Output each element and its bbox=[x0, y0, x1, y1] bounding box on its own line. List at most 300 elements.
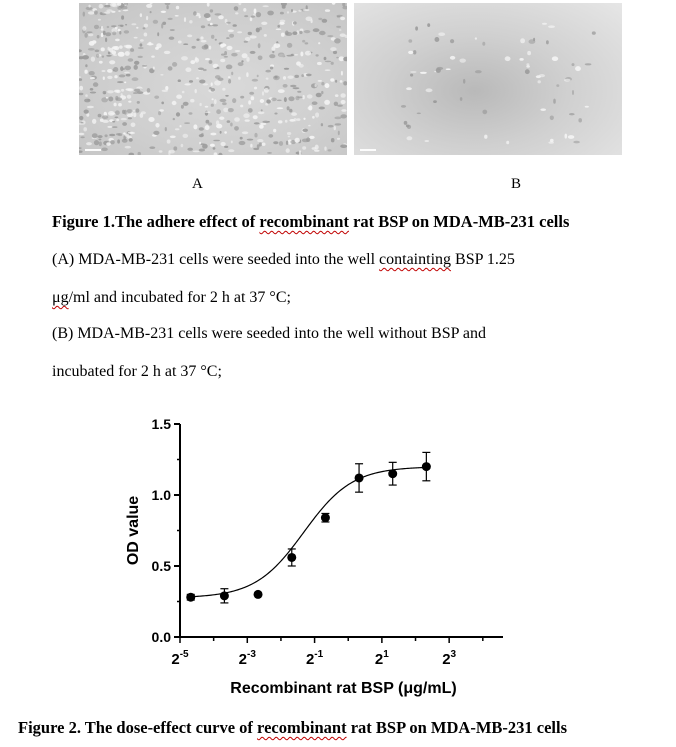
cell-speck bbox=[110, 140, 115, 144]
cell-speck bbox=[325, 83, 330, 88]
cell-speck bbox=[450, 56, 455, 60]
cell-speck bbox=[138, 152, 141, 155]
cell-speck bbox=[99, 141, 102, 146]
y-tick-label: 0.0 bbox=[151, 629, 171, 645]
cell-speck bbox=[84, 33, 87, 38]
cell-speck bbox=[187, 35, 192, 38]
cell-speck bbox=[245, 119, 250, 121]
cell-speck bbox=[252, 79, 258, 82]
figure1-caption bbox=[52, 212, 569, 232]
cell-speck bbox=[254, 122, 260, 124]
cell-speck bbox=[220, 99, 227, 102]
cell-speck bbox=[192, 46, 196, 49]
cell-speck bbox=[98, 114, 102, 118]
chart-axes bbox=[152, 416, 503, 668]
cell-speck bbox=[333, 51, 337, 54]
cell-speck bbox=[281, 3, 287, 6]
cell-speck bbox=[176, 6, 179, 10]
cell-speck bbox=[286, 55, 293, 57]
cell-speck bbox=[146, 16, 148, 20]
cell-speck bbox=[520, 38, 525, 43]
cell-speck bbox=[193, 11, 197, 16]
cell-speck bbox=[505, 56, 511, 61]
cell-speck bbox=[303, 9, 310, 11]
cell-speck bbox=[119, 45, 123, 48]
cell-speck bbox=[568, 135, 574, 139]
cell-speck bbox=[98, 139, 101, 141]
cell-speck bbox=[553, 99, 556, 104]
cell-speck bbox=[196, 39, 199, 41]
cell-speck bbox=[218, 153, 222, 155]
cell-speck bbox=[172, 62, 177, 67]
cell-speck bbox=[293, 54, 298, 56]
cell-speck bbox=[123, 9, 129, 11]
cell-speck bbox=[195, 57, 198, 61]
cell-speck bbox=[121, 118, 127, 120]
cell-speck bbox=[94, 140, 99, 145]
cell-speck bbox=[128, 58, 134, 62]
cell-speck bbox=[120, 66, 123, 71]
cell-speck bbox=[95, 50, 100, 53]
fit-curve-layer bbox=[190, 467, 426, 596]
cell-speck bbox=[114, 103, 117, 107]
x-tick-label: $2^3$ bbox=[442, 649, 457, 668]
cell-speck bbox=[279, 141, 283, 146]
cell-speck bbox=[250, 35, 257, 38]
cell-speck bbox=[187, 148, 193, 151]
cell-speck bbox=[426, 88, 433, 92]
cell-speck bbox=[156, 43, 161, 48]
desc-b-line2: incubated for 2 h at 37 °C; bbox=[52, 363, 222, 380]
cell-speck bbox=[118, 103, 122, 106]
cell-speck bbox=[319, 107, 325, 110]
cell-speck bbox=[88, 48, 95, 51]
cell-speck bbox=[572, 63, 575, 66]
cell-speck bbox=[166, 5, 168, 9]
cell-speck bbox=[565, 134, 568, 139]
cell-speck bbox=[161, 11, 166, 13]
cell-speck bbox=[184, 17, 186, 22]
cell-speck bbox=[406, 125, 410, 128]
cell-speck bbox=[167, 139, 171, 143]
cell-speck bbox=[86, 142, 92, 145]
cell-speck bbox=[254, 87, 257, 90]
figure1-caption-suffix: rat BSP on MDA-MB-231 cells bbox=[348, 212, 570, 231]
cell-speck bbox=[213, 147, 216, 150]
cell-speck bbox=[126, 74, 131, 77]
cell-speck bbox=[160, 74, 163, 76]
cell-speck bbox=[162, 22, 166, 25]
cell-speck bbox=[183, 102, 189, 106]
cell-speck bbox=[119, 74, 126, 77]
cell-speck bbox=[103, 76, 105, 80]
cell-speck bbox=[141, 111, 146, 114]
cell-speck bbox=[337, 105, 343, 107]
cell-speck bbox=[159, 150, 163, 152]
cell-speck bbox=[199, 80, 205, 84]
cell-speck bbox=[325, 9, 330, 12]
desc-b-line1: (B) MDA-MB-231 cells were seeded into the well without BSP and bbox=[52, 325, 487, 342]
cell-speck bbox=[212, 98, 214, 100]
cell-speck bbox=[261, 22, 267, 25]
cell-speck bbox=[198, 68, 204, 71]
cell-speck bbox=[228, 149, 234, 152]
cell-speck bbox=[288, 136, 290, 138]
cell-speck bbox=[425, 140, 430, 142]
cell-speck bbox=[107, 69, 113, 73]
cell-speck bbox=[168, 66, 173, 70]
data-point bbox=[254, 590, 263, 599]
cell-speck bbox=[114, 90, 119, 93]
cell-speck bbox=[460, 59, 466, 63]
cell-speck bbox=[404, 121, 408, 125]
cell-speck bbox=[262, 5, 268, 7]
cell-speck bbox=[269, 54, 275, 58]
cell-speck bbox=[155, 123, 159, 128]
figure2-caption-wavy: recombinant bbox=[257, 718, 347, 737]
cell-speck bbox=[305, 42, 309, 44]
cell-speck bbox=[199, 142, 201, 145]
cell-speck bbox=[325, 69, 331, 71]
data-point bbox=[355, 473, 364, 482]
cell-speck bbox=[105, 134, 108, 137]
cell-speck bbox=[210, 9, 213, 12]
cell-speck bbox=[231, 72, 233, 76]
cell-speck bbox=[131, 123, 136, 128]
cell-speck bbox=[134, 61, 139, 65]
x-axis-label: Recombinant rat BSP (μg/mL) bbox=[230, 680, 457, 697]
cell-speck bbox=[106, 142, 111, 146]
y-tick-label: 1.5 bbox=[151, 416, 171, 432]
cell-speck bbox=[189, 20, 192, 23]
cell-speck bbox=[573, 141, 579, 144]
figure2-caption-prefix: Figure 2. The dose-effect curve of bbox=[18, 718, 258, 737]
cell-speck bbox=[125, 24, 127, 26]
cell-speck bbox=[287, 76, 293, 79]
cell-speck bbox=[243, 113, 249, 118]
cell-speck bbox=[181, 144, 184, 148]
cell-speck bbox=[88, 5, 90, 8]
cell-speck bbox=[257, 139, 263, 142]
data-points-layer bbox=[186, 452, 431, 603]
cell-speck bbox=[286, 148, 290, 153]
cell-speck bbox=[550, 116, 554, 121]
cell-speck bbox=[83, 12, 85, 17]
cell-speck bbox=[223, 108, 228, 113]
cell-speck bbox=[138, 56, 143, 58]
cell-speck bbox=[318, 18, 322, 20]
cell-speck bbox=[121, 89, 124, 92]
cell-speck bbox=[227, 46, 233, 50]
cell-speck bbox=[250, 17, 253, 21]
cell-speck bbox=[303, 118, 305, 120]
cell-speck bbox=[167, 18, 172, 20]
cell-speck bbox=[248, 100, 251, 104]
cell-speck bbox=[291, 112, 297, 116]
cell-speck bbox=[121, 15, 124, 19]
cell-speck bbox=[190, 99, 194, 103]
cell-speck bbox=[274, 76, 277, 79]
cell-speck bbox=[104, 5, 110, 8]
cell-speck bbox=[335, 123, 342, 125]
cell-speck bbox=[129, 153, 135, 155]
cell-speck bbox=[109, 60, 115, 64]
cell-speck bbox=[91, 57, 95, 62]
cell-speck bbox=[283, 84, 288, 88]
cell-speck bbox=[572, 90, 574, 95]
cell-speck bbox=[330, 47, 336, 51]
cell-speck bbox=[118, 52, 125, 57]
cell-speck bbox=[107, 26, 110, 28]
desc-a-line2-post: /ml and incubated for 2 h at 37 °C; bbox=[68, 289, 291, 306]
cell-speck bbox=[406, 87, 412, 90]
cell-speck bbox=[475, 70, 482, 73]
cell-speck bbox=[128, 101, 131, 103]
cell-speck bbox=[556, 84, 559, 87]
cell-speck bbox=[343, 81, 347, 85]
cell-speck bbox=[215, 39, 217, 41]
cell-speck bbox=[306, 74, 312, 77]
cell-speck bbox=[529, 39, 536, 44]
cell-speck bbox=[250, 51, 256, 54]
cell-speck bbox=[407, 136, 413, 140]
cell-speck bbox=[108, 97, 113, 102]
cell-speck bbox=[325, 61, 332, 63]
cell-speck bbox=[235, 12, 238, 14]
cell-speck bbox=[102, 70, 106, 72]
cell-speck bbox=[331, 62, 334, 65]
cell-speck bbox=[87, 106, 94, 109]
cell-speck bbox=[125, 51, 130, 56]
cell-speck bbox=[214, 99, 217, 104]
cell-speck bbox=[212, 24, 218, 26]
cell-speck bbox=[228, 30, 234, 33]
cell-speck bbox=[116, 97, 122, 101]
cell-speck bbox=[295, 138, 300, 143]
cell-speck bbox=[340, 93, 345, 98]
cell-speck bbox=[264, 88, 269, 93]
cell-speck bbox=[128, 117, 132, 119]
cell-speck bbox=[112, 32, 116, 36]
cell-speck bbox=[569, 113, 575, 115]
cell-speck bbox=[201, 40, 207, 43]
cell-speck bbox=[220, 43, 226, 47]
cell-speck bbox=[122, 139, 128, 143]
cell-speck bbox=[427, 23, 430, 27]
cell-speck bbox=[97, 35, 100, 38]
cell-speck bbox=[302, 40, 305, 43]
cell-speck bbox=[266, 78, 269, 80]
cell-speck bbox=[224, 131, 227, 133]
cell-speck bbox=[199, 149, 205, 152]
cell-speck bbox=[285, 31, 289, 36]
cell-speck bbox=[165, 86, 168, 90]
cell-speck bbox=[410, 74, 413, 77]
cell-speck bbox=[224, 56, 228, 58]
cell-speck bbox=[199, 103, 201, 106]
cell-speck bbox=[292, 31, 297, 35]
cell-speck bbox=[542, 23, 547, 25]
cell-speck bbox=[115, 117, 119, 119]
cell-speck bbox=[302, 146, 306, 149]
cell-speck bbox=[417, 113, 421, 115]
cell-speck bbox=[266, 99, 271, 103]
cell-speck bbox=[129, 138, 133, 142]
cell-speck bbox=[293, 87, 300, 89]
cell-speck bbox=[189, 112, 193, 114]
cell-speck bbox=[337, 16, 341, 18]
cell-speck bbox=[90, 92, 96, 94]
cell-speck bbox=[538, 80, 541, 83]
cell-speck bbox=[301, 74, 304, 77]
cell-speck bbox=[324, 147, 326, 151]
cell-speck bbox=[342, 6, 347, 10]
cell-speck bbox=[195, 89, 197, 93]
cell-speck bbox=[137, 101, 140, 104]
cell-speck bbox=[227, 120, 231, 123]
cell-speck bbox=[134, 37, 138, 39]
cell-speck bbox=[123, 132, 126, 134]
cell-speck bbox=[316, 54, 319, 56]
cell-speck bbox=[277, 25, 280, 28]
cell-speck bbox=[116, 119, 119, 122]
x-tick-label: $2^{-3}$ bbox=[238, 649, 256, 668]
cell-speck bbox=[401, 105, 406, 108]
cell-speck bbox=[241, 60, 243, 62]
cell-speck bbox=[124, 30, 129, 33]
cell-speck bbox=[105, 32, 111, 36]
cell-speck bbox=[435, 37, 440, 42]
cell-speck bbox=[226, 22, 231, 24]
cell-speck bbox=[153, 131, 159, 135]
cell-speck bbox=[463, 79, 465, 84]
cell-speck bbox=[140, 13, 142, 17]
cell-speck bbox=[229, 34, 234, 38]
x-tick-label: $2^{-1}$ bbox=[305, 649, 324, 668]
panel-label-a: A bbox=[192, 176, 203, 192]
cell-speck bbox=[268, 121, 270, 123]
cell-speck bbox=[96, 54, 99, 58]
cell-speck bbox=[340, 80, 343, 83]
cell-speck bbox=[420, 72, 427, 74]
cell-speck bbox=[89, 71, 95, 75]
cell-speck bbox=[226, 65, 233, 70]
cell-speck bbox=[220, 131, 222, 134]
cell-speck bbox=[335, 80, 337, 83]
cell-speck bbox=[253, 115, 258, 119]
cell-speck bbox=[116, 133, 120, 135]
cell-speck bbox=[290, 85, 296, 87]
cell-speck bbox=[124, 82, 126, 84]
desc-a-line1-post: BSP 1.25 bbox=[451, 251, 515, 268]
cell-speck bbox=[332, 3, 336, 5]
cell-speck bbox=[341, 100, 346, 104]
cell-speck bbox=[316, 93, 322, 98]
cell-speck bbox=[475, 37, 477, 39]
cell-speck bbox=[151, 56, 155, 58]
cell-speck bbox=[238, 77, 241, 80]
cell-speck bbox=[106, 97, 108, 99]
cell-speck bbox=[193, 124, 197, 129]
cell-speck bbox=[113, 54, 117, 56]
cell-speck bbox=[119, 31, 121, 35]
cell-speck bbox=[117, 81, 124, 83]
cell-speck bbox=[274, 113, 277, 115]
cell-speck bbox=[251, 16, 255, 18]
cell-speck bbox=[114, 75, 117, 78]
cell-speck bbox=[460, 97, 463, 101]
cell-speck bbox=[183, 43, 188, 45]
cell-speck bbox=[245, 37, 251, 41]
cell-speck bbox=[214, 152, 218, 155]
data-point bbox=[220, 591, 229, 600]
x-tick-label: $2^{-5}$ bbox=[171, 649, 189, 668]
cell-speck bbox=[280, 12, 284, 15]
cell-speck bbox=[107, 76, 112, 79]
cell-speck bbox=[331, 138, 335, 142]
cell-speck bbox=[321, 91, 323, 94]
cell-speck bbox=[297, 91, 301, 93]
cell-speck bbox=[231, 141, 233, 144]
cell-speck bbox=[204, 13, 211, 18]
cell-speck bbox=[90, 77, 95, 79]
cell-speck bbox=[210, 23, 213, 26]
cell-speck bbox=[247, 139, 254, 141]
cell-speck bbox=[230, 123, 233, 127]
cell-speck bbox=[231, 53, 237, 57]
cell-speck bbox=[291, 9, 293, 12]
cell-speck bbox=[107, 90, 114, 93]
cell-speck bbox=[235, 50, 241, 52]
cell-speck bbox=[183, 134, 189, 138]
cell-speck bbox=[176, 95, 182, 99]
cell-speck bbox=[109, 134, 115, 137]
cell-speck bbox=[328, 125, 334, 128]
cell-speck bbox=[93, 82, 98, 87]
cell-speck bbox=[205, 58, 210, 60]
cell-speck bbox=[575, 66, 581, 71]
cell-speck bbox=[322, 19, 328, 23]
figure1-caption-wavy: recombinant bbox=[259, 212, 349, 231]
cell-speck bbox=[337, 138, 340, 140]
cell-speck bbox=[249, 92, 254, 95]
cell-speck bbox=[308, 105, 312, 110]
cell-speck bbox=[170, 136, 176, 139]
cell-speck bbox=[273, 43, 280, 48]
cell-speck bbox=[254, 8, 257, 13]
cell-speck bbox=[506, 141, 509, 145]
cell-speck bbox=[482, 110, 487, 115]
cell-speck bbox=[242, 53, 248, 58]
cell-speck bbox=[143, 27, 146, 29]
cell-speck bbox=[238, 3, 241, 5]
fit-curve bbox=[190, 467, 426, 596]
x-tick-label: $2^1$ bbox=[374, 649, 389, 668]
cell-speck bbox=[238, 62, 244, 66]
cell-speck bbox=[106, 55, 112, 57]
cell-speck bbox=[217, 67, 220, 69]
cell-speck bbox=[525, 69, 530, 74]
cell-speck bbox=[321, 123, 323, 126]
y-axis-label: OD value bbox=[125, 495, 142, 566]
cell-speck bbox=[264, 34, 267, 37]
cell-speck bbox=[90, 88, 94, 91]
cell-speck bbox=[101, 47, 105, 51]
cell-speck bbox=[221, 54, 225, 56]
desc-a-line1-pre: (A) MDA-MB-231 cells were seeded into the well bbox=[52, 251, 380, 268]
cell-speck bbox=[179, 125, 181, 127]
cell-speck bbox=[157, 32, 159, 36]
